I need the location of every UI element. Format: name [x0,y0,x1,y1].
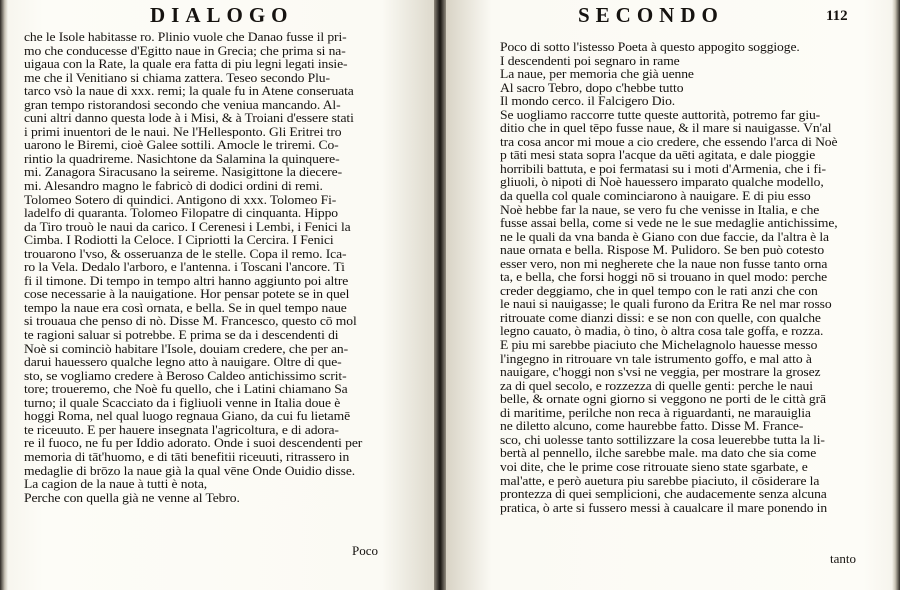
text-line: te riceuuto. E per hauere insegnata l'agricoltura, e di adora- [24,422,339,437]
text-line: gliuoli, ò nipoti di Noè hauessero imparato qualche modello, [500,175,824,190]
text-line: rintio la quadrireme. Nasichtone da Salamina la quinquere- [24,151,340,166]
text-line: hoggi Roma, nel qual luogo regnaua Giano, da cui fu lietamē [24,409,351,424]
text-line: La naue, per memoria che già uenne [500,67,694,82]
text-line: tarco vsò la naue di xxx. remi; la quale fu in Atene conseruata [24,84,354,99]
text-line: cose necessarie à la nauigatione. Hor pensar potete se in quel [24,287,350,302]
text-line: tore; troueremo, che Noè fu quello, che i Latini chiamano Sa [24,382,348,397]
text-line: fi il timone. Di tempo in tempo altri hanno aggiunto poi altre [24,273,349,288]
text-line: trouarono l'vso, & osseruanza de le stelle. Copa il remo. Ica- [24,246,347,261]
catchword-right: tanto [830,551,856,566]
text-line: Noè hebbe far la naue, se vero fu che venisse in Italia, e che [500,202,820,217]
text-line: i primi inuentori de le naui. Ne l'Hellespontο. Gli Eritrei tro [24,124,342,139]
text-line: da Tiro trouò le naui da carico. I Cerenesi i Lembi, i Fenici la [24,219,351,234]
text-line: pratica, ò arte si fussero messi à caualcare il mare ponendo in [500,500,828,515]
text-line: Se uogliamo raccorre tutte queste auttorità, potremo far giu- [500,107,821,122]
text-line: uigaua con la Rate, la quale era fatta di piu legni legati insie- [24,57,348,72]
text-line: tempo la naue era così ornata, e bella. Se in quel tempo naue [24,300,347,315]
text-line: fusse assai bella, come si vede ne le sue medaglie antichissime, [500,216,838,231]
right-page-text [500,40,838,515]
text-line: re il fuoco, ne fu per Iddio adorato. Onde i suoi descendenti per [24,436,363,451]
text-line: gran tempo ristorandosi secondo che veniua mancando. Al- [24,97,341,112]
text-line: ditio che in quel tēpo fusse naue, & il mare si nauigasse. Vn'al [500,121,832,136]
text-line: si trouaua che penso di nò. Disse M. Francesco, questo cō mol [24,314,357,329]
right-page-edge [892,0,900,590]
text-line: ritrouate come dianzi dissi: e se non con quelle, con qualche [500,310,821,325]
left-page-text [24,30,363,505]
text-line: Tolomeo Sotero di quindici. Antigono di xxx. Tolomeo Fi- [24,192,337,207]
text-line: memoria di tāt'huomo, e di tāti benefitii riceuuti, ritrassero in [24,449,350,464]
catchword-left: Poco [352,543,378,558]
text-line: nauigare, c'hoggi non s'vsi ne veggia, per mostrare la grosez [500,365,821,380]
right-page [446,0,900,590]
left-page [0,0,434,590]
left-page-edge [0,0,8,590]
text-line: I descendenti poi segnaro in rame [500,53,680,68]
text-line: da quella col quale cominciarono à nauigare. E di piu esso [500,189,811,204]
text-line: ne diletto alcuno, come haurebbe fatto. Disse M. France- [500,419,804,434]
text-line: Il mondo cerco. il Falcigero Dio. [500,94,676,109]
text-line: prontezza di quei semplicioni, che audacemente senza alcuna [500,487,827,502]
text-line: ta, e bella, che forsi hoggi nō si trouano in quel modo: perche [500,270,828,285]
text-line: ne le quali da vna banda è Giano con due faccie, da l'altra è la [500,229,829,244]
folio-number: 112 [826,8,848,24]
text-line: bertà al pennello, ilche sarebbe male. ma dato che sia come [500,446,817,461]
text-line: turno; il quale Scacciato da i figliuoli venne in Italia doue è [24,395,341,410]
text-line: Poco di sotto l'istesso Poeta à questo appogito soggioge. [500,40,800,54]
text-line: ladelfo di quaranta. Tolomeo Filopatre di cinquanta. Hippo [24,206,338,221]
text-line: le naui si nauigasse; le quali furono da Eritra Re nel mar rosso [500,297,832,312]
text-line: belle, & ornate ogni giorno si veggono ne porti de le città grā [500,392,826,407]
text-line: legno cauato, ò madia, ò tino, ò altra cosa tale goffa, e rozza. [500,324,824,339]
text-line: cuni altri danno questa lode à i Misi, & à Troiani d'essere stati [24,111,354,126]
text-line: mal'atte, e però auetura piu sarebbe piaciuto, il cōsiderare la [500,473,820,488]
text-line: mo che conducesse d'Egitto naue in Grecia; che prima si na- [24,43,346,58]
text-line: uarono le Biremi, cioè Galee sottili. Amocle le triremi. Co- [24,138,339,153]
book-gutter [434,0,446,590]
text-line: Noè si cominciò habitare l'Isole, douiam credere, che per an- [24,341,349,356]
text-line: mi. Alesandro magno le fabricò di dodici ordini di remi. [24,179,323,194]
text-line: za di quel secolo, e rozzezza di quelle genti: perche le naui [500,378,813,393]
text-line: p tāti mesi stata sopra l'acque da uēti agitata, e dale pioggie [500,148,816,163]
text-line: La cagion de la naue à tutti è nota, [24,477,208,492]
text-line: sco, chi uolesse tanto sottilizzare la cosa leuerebbe tutta la li- [500,432,825,447]
text-line: E piu mi sarebbe piaciuto che Michelagnolo hauesse messo [500,338,818,353]
text-line: l'ingegno in ritrouare vn tale istrumento goffo, e mal atto à [500,351,812,366]
text-line: me che il Venitiano si chiama zattera. Teseo secondo Plu- [24,70,330,85]
text-line: ro la Vela. Dedalo l'arboro, e l'antenna. i Toscani l'ancore. Ti [24,260,345,275]
text-line: che le Isole habitasse ro. Plinio vuole che Danao fusse il pri- [24,30,347,44]
text-line: medaglie di brōzo la naue già la qual vēne Onde Ouidio disse. [24,463,356,478]
text-line: te ragioni saluar si potrebbe. E prima se da i descendenti di [24,328,339,343]
text-line: mi. Zanagora Siracusano la seireme. Nasigittone la diecere- [24,165,343,180]
text-line: sto, se vogliamo credere à Beroso Caldeo antichissimo scrit- [24,368,347,383]
text-line: voi dite, che le prime cose ritrouate sieno state sgarbate, e [500,459,808,474]
running-head-right: SECONDO [578,3,724,27]
text-line: Perche con quella già ne venne al Tebro. [24,490,240,505]
text-line: Cimba. I Rodiotti la Celoce. I Cipriotti la Cercira. I Fenici [24,233,334,248]
text-line: naue ornata e bella. Rispose M. Pulidoro. Se ben può cotesto [500,243,825,258]
text-line: darui hauessero qualche legno atto à nauigare. Oltre di que- [24,355,342,370]
text-line: di maritime, perilche non reca à riguardanti, ne marauiglia [500,405,811,420]
text-line: esser vero, non mi negherete che la naue non fusse tanto orna [500,256,828,271]
text-line: creder deggiamo, che in quel tempo con le rati anzi che con [500,283,818,298]
running-head-left: DIALOGO [150,3,294,27]
text-line: tra cosa ancor mi moue a cio credere, che essendo l'arca di Noè [500,134,838,149]
text-line: horribili battuta, e poi fermatasi su i moti d'Armenia, che i fi- [500,161,826,176]
text-line: Al sacro Tebro, dopo c'hebbe tutto [500,80,684,95]
